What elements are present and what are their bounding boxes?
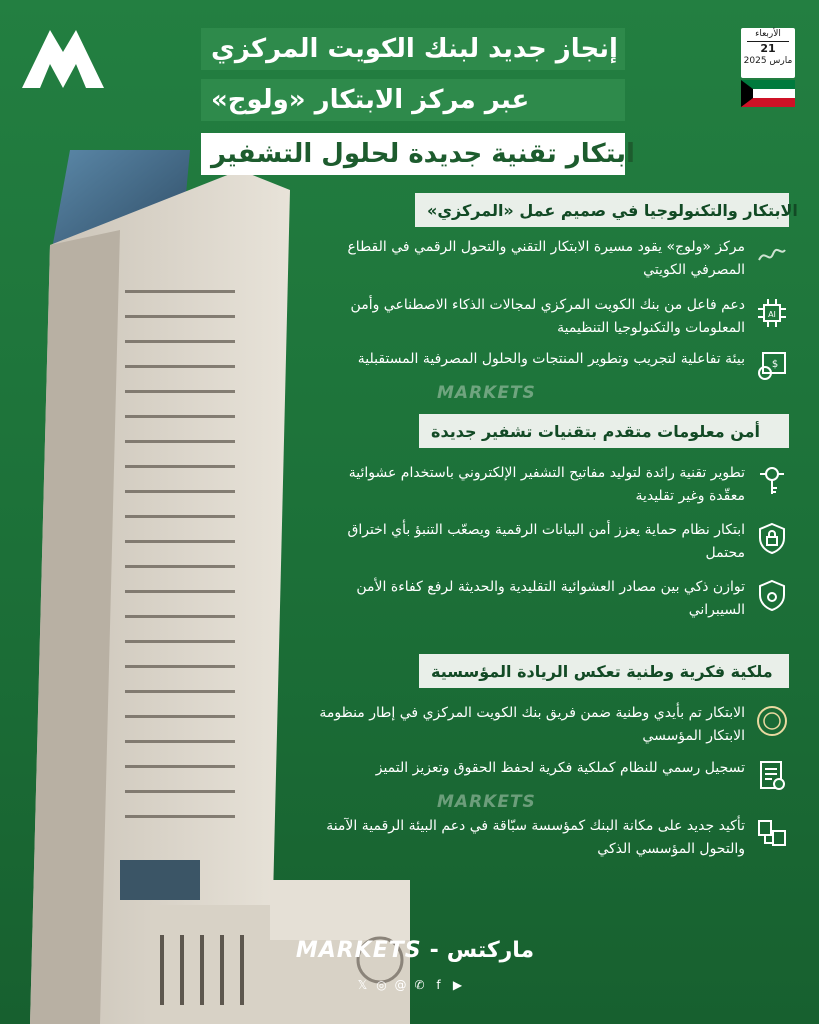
youtube-icon[interactable]: ▶ bbox=[452, 978, 463, 992]
svg-text:AI: AI bbox=[768, 310, 776, 319]
brand-separator: - bbox=[429, 938, 439, 963]
list-item bbox=[319, 347, 789, 383]
brand-english: MARKETS bbox=[295, 938, 422, 963]
item-text: ابتكار نظام حماية يعزز أمن البيانات الرقمية ويصعّب التنبؤ بأي اختراق محتمل bbox=[347, 522, 745, 561]
whatsapp-icon[interactable]: ✆ bbox=[414, 978, 425, 992]
list-item bbox=[319, 236, 789, 282]
svg-text:$: $ bbox=[771, 359, 779, 370]
x-icon[interactable]: 𝕏 bbox=[357, 978, 368, 992]
item-text: تطوير تقنية رائدة لتوليد مفاتيح التشفير الإلكتروني باستخدام عشوائية معقّدة وغير تقليدية bbox=[348, 465, 745, 504]
kuwait-flag-icon bbox=[741, 80, 795, 107]
list-item bbox=[319, 576, 789, 622]
item-text: دعم فاعل من بنك الكويت المركزي لمجالات الذكاء الاصطناعي وأمن المعلومات والتكنولوجيا التنظيمية bbox=[350, 297, 745, 336]
title-line-2: عبر مركز الابتكار «ولوج» bbox=[201, 79, 625, 121]
date-badge bbox=[741, 28, 795, 78]
section-heading-innovation: الابتكار والتكنولوجيا في صميم عمل «المركزي» bbox=[415, 193, 789, 227]
markets-logo bbox=[22, 30, 104, 88]
date-month-year: مارس 2025 bbox=[743, 56, 793, 66]
item-text: بيئة تفاعلية لتجريب وتطوير المنتجات والحلول المصرفية المستقبلية bbox=[357, 351, 745, 367]
threads-icon[interactable]: @ bbox=[394, 978, 407, 992]
item-text: تأكيد جديد على مكانة البنك كمؤسسة سبّاقة في دعم البيئة الرقمية الآمنة والتحول المؤسسي الذكي bbox=[326, 818, 745, 857]
section-heading-security: أمن معلومات متقدم بتقنيات تشفير جديدة bbox=[419, 414, 789, 448]
markets-watermark: MARKETS bbox=[437, 383, 536, 403]
markets-watermark: MARKETS bbox=[437, 792, 536, 812]
list-item bbox=[319, 462, 789, 508]
brand-arabic: ماركتس bbox=[446, 938, 535, 963]
item-text: مركز «ولوج» يقود مسيرة الابتكار التقني والتحول الرقمي في القطاع المصرفي الكويتي bbox=[347, 239, 745, 278]
fintech-gear-icon bbox=[755, 349, 789, 383]
section-heading-ip: ملكية فكرية وطنية تعكس الريادة المؤسسية bbox=[419, 654, 789, 688]
date-weekday: الأربعاء bbox=[755, 29, 781, 39]
signature-icon bbox=[755, 238, 789, 272]
list-item bbox=[319, 294, 789, 340]
digital-key-icon bbox=[755, 464, 789, 498]
shield-lock-icon bbox=[755, 521, 789, 555]
list-item bbox=[319, 519, 789, 565]
item-text: تسجيل رسمي للنظام كملكية فكرية لحفظ الحقوق وتعزيز التميز bbox=[375, 760, 745, 776]
facebook-icon[interactable]: f bbox=[436, 978, 441, 992]
title-line-1: إنجاز جديد لبنك الكويت المركزي bbox=[201, 28, 625, 70]
item-text: الابتكار تم بأيدي وطنية ضمن فريق بنك الكويت المركزي في إطار منظومة الابتكار المؤسسي bbox=[319, 705, 745, 744]
list-item bbox=[319, 815, 789, 861]
instagram-icon[interactable]: ◎ bbox=[376, 978, 387, 992]
shield-padlock-icon bbox=[755, 578, 789, 612]
title-line-3: ابتكار تقنية جديدة لحلول التشفير bbox=[201, 133, 625, 175]
list-item bbox=[319, 757, 789, 793]
certificate-icon bbox=[755, 759, 789, 793]
social-links bbox=[355, 978, 465, 992]
date-day: 21 bbox=[760, 42, 776, 55]
ai-chip-icon bbox=[755, 296, 789, 330]
item-text: توازن ذكي بين مصادر العشوائية التقليدية والحديثة لرفع كفاءة الأمن السيبراني bbox=[356, 579, 745, 618]
cbk-emblem-icon bbox=[755, 704, 789, 738]
documents-network-icon bbox=[755, 817, 789, 851]
list-item bbox=[319, 702, 789, 748]
footer-brand bbox=[280, 938, 550, 963]
